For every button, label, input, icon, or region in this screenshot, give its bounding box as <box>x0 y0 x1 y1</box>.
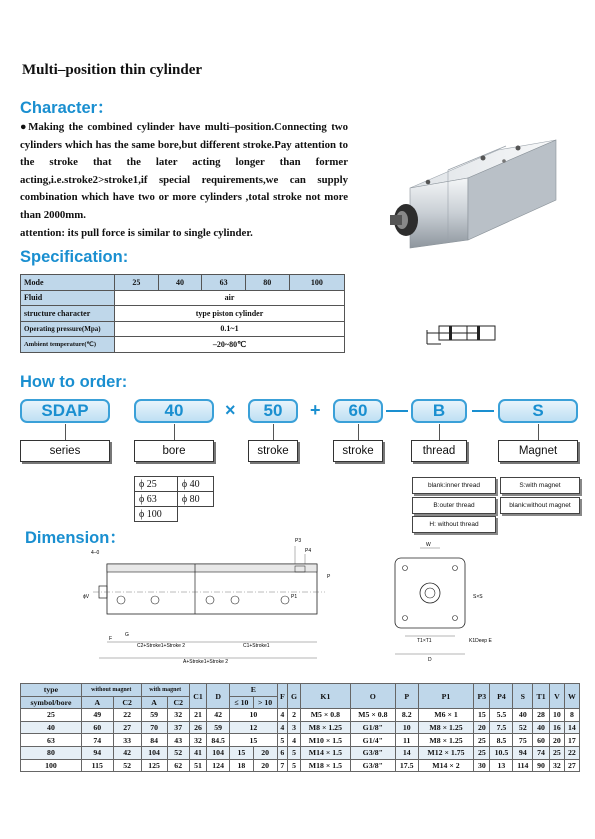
table-cell: 6 <box>277 746 288 759</box>
spec-row <box>21 321 345 337</box>
table-cell: 17 <box>564 734 579 747</box>
dim-label-g: G <box>125 632 129 638</box>
dim-header-row <box>21 684 580 697</box>
table-cell: 70 <box>141 721 167 734</box>
dim-subheader-e-gt10: > 10 <box>253 696 277 709</box>
table-cell: 13 <box>490 759 513 772</box>
dim-label-phiv: ϕV <box>83 594 90 600</box>
table-cell: 94 <box>513 746 533 759</box>
table-cell: 20 <box>253 746 277 759</box>
dim-label-thread: 4–0 <box>91 550 100 556</box>
table-cell: 5 <box>277 734 288 747</box>
dim-label-p3: P3 <box>295 538 302 544</box>
table-cell: M6 × 1 <box>418 709 474 722</box>
spec-row-label: Operating pressure(Mpa) <box>21 321 115 337</box>
table-cell: 37 <box>167 721 189 734</box>
spec-bore-63: 63 <box>202 275 246 291</box>
table-cell: 28 <box>533 709 550 722</box>
cylinder-symbol-icon <box>425 322 507 346</box>
dim-header-k1: K1 <box>300 684 350 709</box>
table-cell: 32 <box>549 759 564 772</box>
table-row <box>21 746 580 759</box>
dim-header-p4: P4 <box>490 684 513 709</box>
table-cell: 59 <box>141 709 167 722</box>
table-cell: 20 <box>253 759 277 772</box>
table-cell: 10 <box>549 709 564 722</box>
connector-line <box>358 424 359 440</box>
character-attention: attention: its pull force is similar to single cylinder. <box>20 226 253 239</box>
times-operator: × <box>225 400 236 420</box>
table-cell: 41 <box>189 746 206 759</box>
table-cell: 7 <box>277 759 288 772</box>
code-stroke2: 60 <box>333 399 383 423</box>
table-cell: 125 <box>141 759 167 772</box>
table-cell: M8 × 1.25 <box>418 721 474 734</box>
table-cell: 94 <box>81 746 113 759</box>
dash-separator <box>472 410 494 412</box>
connector-line <box>65 424 66 440</box>
table-cell: 25 <box>21 709 82 722</box>
bore-options-table <box>134 476 214 522</box>
table-cell: 74 <box>81 734 113 747</box>
label-thread: thread <box>411 440 467 462</box>
spec-row-label: Fluid <box>21 290 115 306</box>
label-series: series <box>20 440 110 462</box>
table-cell: 25 <box>474 734 490 747</box>
spec-row-label: structure character <box>21 306 115 322</box>
table-cell: 5.5 <box>490 709 513 722</box>
bore-option: ϕ 40 <box>177 477 213 492</box>
plus-operator: + <box>310 400 321 420</box>
table-cell: 75 <box>513 734 533 747</box>
table-cell: 17.5 <box>395 759 418 772</box>
table-cell: 74 <box>533 746 550 759</box>
dim-header-p: P <box>395 684 418 709</box>
table-cell: 10 <box>395 721 418 734</box>
label-stroke2: stroke <box>333 440 383 462</box>
table-cell: G1/4" <box>350 734 395 747</box>
magnet-option: blank:without magnet <box>500 497 580 514</box>
table-cell: 14 <box>395 746 418 759</box>
table-cell: 20 <box>474 721 490 734</box>
table-cell: 4 <box>277 709 288 722</box>
table-cell: 115 <box>81 759 113 772</box>
dim-header-e: E <box>230 684 277 697</box>
table-cell: 15 <box>230 746 254 759</box>
dim-body <box>21 709 580 772</box>
dim-header-without-magnet: without magnet <box>81 684 141 697</box>
page-title: Multi–position thin cylinder <box>22 62 203 78</box>
table-row <box>21 759 580 772</box>
code-thread: B <box>411 399 467 423</box>
connector-line <box>273 424 274 440</box>
table-cell: 124 <box>207 759 230 772</box>
dim-label-p1: P1 <box>291 594 298 600</box>
table-cell: 10 <box>230 709 277 722</box>
table-cell: M10 × 1.5 <box>300 734 350 747</box>
table-cell: 15 <box>230 734 277 747</box>
bore-option: ϕ 63 <box>135 492 178 507</box>
table-cell: 4 <box>288 734 301 747</box>
code-bore: 40 <box>134 399 214 423</box>
dim-label-f: F <box>109 636 113 642</box>
table-cell: 5 <box>288 746 301 759</box>
table-cell: 8.2 <box>395 709 418 722</box>
spec-header-row <box>21 275 345 291</box>
thread-option: blank:inner thread <box>412 477 496 494</box>
table-cell: 21 <box>189 709 206 722</box>
dim-label-p4: P4 <box>305 548 312 554</box>
table-cell: M5 × 0.8 <box>350 709 395 722</box>
table-cell: 84 <box>141 734 167 747</box>
dim-subheader-a: A <box>141 696 167 709</box>
dim-subheader-c2: C2 <box>167 696 189 709</box>
magnet-option: S:with magnet <box>500 477 580 494</box>
connector-line <box>538 424 539 440</box>
table-row <box>21 734 580 747</box>
dim-header-v: V <box>549 684 564 709</box>
spec-row-value: –20~80℃ <box>115 337 345 353</box>
spec-bore-100: 100 <box>289 275 344 291</box>
table-cell: M12 × 1.75 <box>418 746 474 759</box>
end-label-k: K1Deep E <box>469 638 492 644</box>
bore-option: ϕ 100 <box>135 507 178 522</box>
table-cell: 8.5 <box>490 734 513 747</box>
code-magnet: S <box>498 399 578 423</box>
dim-header-type: type <box>21 684 82 697</box>
character-text <box>20 119 348 242</box>
dim-header-f: F <box>277 684 288 709</box>
table-cell: 90 <box>533 759 550 772</box>
table-cell: 22 <box>113 709 141 722</box>
bore-option-row <box>135 477 214 492</box>
table-cell: 16 <box>549 721 564 734</box>
table-cell: 4 <box>277 721 288 734</box>
table-cell: 10.5 <box>490 746 513 759</box>
bore-option: ϕ 25 <box>135 477 178 492</box>
table-cell: 104 <box>207 746 230 759</box>
spec-row-value: 0.1~1 <box>115 321 345 337</box>
specification-table <box>20 274 345 353</box>
table-cell: 84.5 <box>207 734 230 747</box>
spec-row-value: type piston cylinder <box>115 306 345 322</box>
label-stroke1: stroke <box>248 440 298 462</box>
spec-mode-label: Mode <box>21 275 115 291</box>
table-cell: 60 <box>81 721 113 734</box>
table-cell: 59 <box>207 721 230 734</box>
end-view-drawing <box>385 540 500 665</box>
dim-header-c1: C1 <box>189 684 206 709</box>
spec-bore-40: 40 <box>158 275 202 291</box>
table-cell: 60 <box>533 734 550 747</box>
table-cell: 22 <box>564 746 579 759</box>
table-cell: 5 <box>288 759 301 772</box>
end-label-w: W <box>426 542 431 548</box>
bore-option <box>177 507 213 522</box>
dim-header-d: D <box>207 684 230 709</box>
label-bore: bore <box>134 440 214 462</box>
order-heading: How to order: <box>20 373 128 391</box>
dim-subheader-c2: C2 <box>113 696 141 709</box>
dim-label-c2: C2+Stroke1+Stroke 2 <box>137 643 186 649</box>
bore-option: ϕ 80 <box>177 492 213 507</box>
code-stroke1: 50 <box>248 399 298 423</box>
dim-header-with-magnet: with magnet <box>141 684 189 697</box>
connector-line <box>174 424 175 440</box>
table-cell: 14 <box>564 721 579 734</box>
table-cell: 30 <box>474 759 490 772</box>
dim-header-p1: P1 <box>418 684 474 709</box>
character-paragraph: ●Making the combined cylinder have multi–position.Connecting two cylinders which has the same bore,but different stroke.Pay attention to the stroke that the later acting longer than former acting,i.e.stroke2>stroke1,if special requirements,we can supply combination which have two or more cylinders ,total stroke not more than 2000mm. <box>20 121 348 221</box>
table-cell: M5 × 0.8 <box>300 709 350 722</box>
table-cell: 40 <box>21 721 82 734</box>
connector-line <box>439 424 440 440</box>
table-row <box>21 721 580 734</box>
table-cell: M14 × 1.5 <box>300 746 350 759</box>
table-cell: 2 <box>288 709 301 722</box>
table-cell: 20 <box>549 734 564 747</box>
table-cell: 43 <box>167 734 189 747</box>
thread-option: H: without thread <box>412 516 496 533</box>
table-cell: 15 <box>474 709 490 722</box>
bore-option-row <box>135 507 214 522</box>
table-cell: G3/8" <box>350 759 395 772</box>
dash-separator <box>386 410 408 412</box>
spec-bore-80: 80 <box>245 275 289 291</box>
thread-option: B:outer thread <box>412 497 496 514</box>
dim-subheader-symbol: symbol/bore <box>21 696 82 709</box>
dim-label-p: P <box>327 574 331 580</box>
dim-label-c1: C1+Stroke1 <box>243 643 270 649</box>
table-cell: 52 <box>167 746 189 759</box>
table-cell: 51 <box>189 759 206 772</box>
table-cell: 32 <box>189 734 206 747</box>
spec-row-label: Ambient temperature(℃) <box>21 337 115 353</box>
table-cell: 40 <box>533 721 550 734</box>
spec-row-value: air <box>115 290 345 306</box>
table-cell: 40 <box>513 709 533 722</box>
table-cell: M8 × 1.25 <box>300 721 350 734</box>
spec-row <box>21 290 345 306</box>
table-cell: 52 <box>113 759 141 772</box>
table-cell: 8 <box>564 709 579 722</box>
table-cell: 104 <box>141 746 167 759</box>
dimension-heading: Dimension： <box>25 529 126 547</box>
bore-option-row <box>135 492 214 507</box>
table-cell: 62 <box>167 759 189 772</box>
dim-label-a: A+Stroke1+Stroke 2 <box>183 659 229 665</box>
table-cell: 27 <box>113 721 141 734</box>
table-cell: 12 <box>230 721 277 734</box>
table-cell: 27 <box>564 759 579 772</box>
cylinder-product-image <box>388 130 558 250</box>
dim-subheader-a: A <box>81 696 113 709</box>
side-view-drawing <box>55 536 355 666</box>
dim-header-t1: T1 <box>533 684 550 709</box>
table-cell: 18 <box>230 759 254 772</box>
table-cell: M8 × 1.25 <box>418 734 474 747</box>
table-cell: 25 <box>474 746 490 759</box>
table-row <box>21 709 580 722</box>
table-cell: 33 <box>113 734 141 747</box>
table-cell: 63 <box>21 734 82 747</box>
table-cell: 42 <box>113 746 141 759</box>
table-cell: 7.5 <box>490 721 513 734</box>
specification-heading: Specification: <box>20 248 129 266</box>
code-series: SDAP <box>20 399 110 423</box>
table-cell: M18 × 1.5 <box>300 759 350 772</box>
table-cell: 26 <box>189 721 206 734</box>
table-cell: 80 <box>21 746 82 759</box>
table-cell: 114 <box>513 759 533 772</box>
spec-bore-25: 25 <box>115 275 159 291</box>
table-cell: 100 <box>21 759 82 772</box>
table-cell: 52 <box>513 721 533 734</box>
dimension-table <box>20 683 580 772</box>
dim-header-p3: P3 <box>474 684 490 709</box>
end-label-sxs: S×S <box>473 594 483 600</box>
table-cell: 25 <box>549 746 564 759</box>
table-cell: 42 <box>207 709 230 722</box>
character-heading: Character： <box>20 99 114 117</box>
table-cell: 3 <box>288 721 301 734</box>
table-cell: M14 × 2 <box>418 759 474 772</box>
dim-header-s: S <box>513 684 533 709</box>
spec-row <box>21 306 345 322</box>
table-cell: 49 <box>81 709 113 722</box>
table-cell: 32 <box>167 709 189 722</box>
dim-subheader-e-le10: ≤ 10 <box>230 696 254 709</box>
dim-header-w: W <box>564 684 579 709</box>
spec-row <box>21 337 345 353</box>
table-cell: 11 <box>395 734 418 747</box>
end-label-d: D <box>428 657 432 663</box>
table-cell: G3/8" <box>350 746 395 759</box>
end-label-t1: T1×T1 <box>417 638 432 644</box>
dim-header-o: O <box>350 684 395 709</box>
table-cell: G1/8" <box>350 721 395 734</box>
label-magnet: Magnet <box>498 440 578 462</box>
dim-header-g: G <box>288 684 301 709</box>
